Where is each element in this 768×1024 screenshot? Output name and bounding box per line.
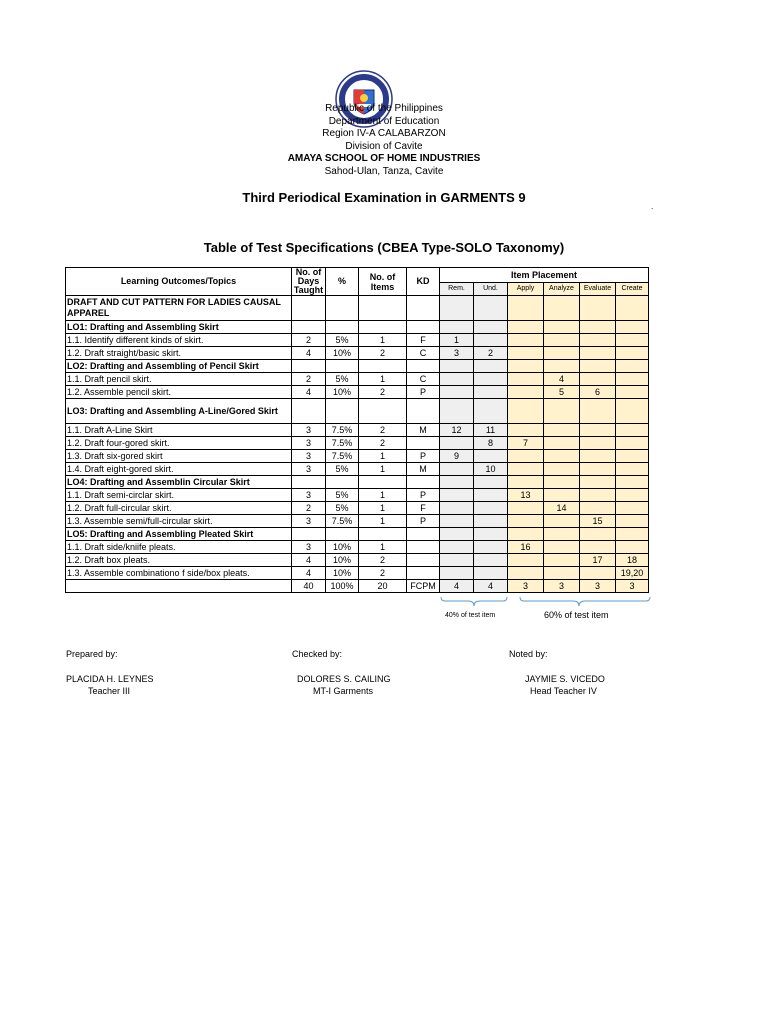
days-cell: 3 [292,450,326,463]
days-cell: 4 [292,567,326,580]
section-row [66,321,649,334]
days-cell: 2 [292,373,326,386]
evaluate-cell [580,424,616,437]
specification-table [65,267,649,593]
create-cell [616,321,649,334]
pct-cell: 7.5% [326,450,359,463]
create-cell [616,489,649,502]
evaluate-cell: 6 [580,386,616,399]
days-cell: 4 [292,386,326,399]
kd-cell: P [407,515,440,528]
table-row [66,450,649,463]
total-evaluate: 3 [580,580,616,593]
create-cell [616,399,649,424]
total-analyze: 3 [544,580,580,593]
days-cell: 3 [292,437,326,450]
apply-cell [508,347,544,360]
section-heading: LO3: Drafting and Assembling A-Line/Gored Skirt [66,399,292,424]
section-heading: LO5: Drafting and Assembling Pleated Skirt [66,528,292,541]
create-cell [616,541,649,554]
evaluate-cell [580,437,616,450]
rem-cell [440,321,474,334]
create-cell [616,476,649,489]
analyze-cell [544,463,580,476]
rem-cell [440,502,474,515]
note-lower-order: 40% of test item [445,612,496,619]
pct-cell: 5% [326,373,359,386]
kd-cell: M [407,463,440,476]
pct-cell: 5% [326,502,359,515]
section-row [66,399,649,424]
pct-cell: 10% [326,386,359,399]
days-cell: 2 [292,334,326,347]
total-items: 20 [359,580,407,593]
topic-cell: 1.1. Identify different kinds of skirt. [66,334,292,347]
evaluate-cell [580,502,616,515]
analyze-cell [544,437,580,450]
kd-cell [407,437,440,450]
section-row [66,296,649,321]
bracket-lines [440,596,655,610]
analyze-cell: 5 [544,386,580,399]
analyze-cell [544,528,580,541]
analyze-cell [544,541,580,554]
items-cell [359,360,407,373]
pct-cell [326,476,359,489]
stray-mark: . [651,202,654,211]
pct-cell: 10% [326,567,359,580]
pct-cell: 7.5% [326,424,359,437]
topic-cell: 1.4. Draft eight-gored skirt. [66,463,292,476]
topic-cell: 1.2. Draft box pleats. [66,554,292,567]
analyze-cell [544,554,580,567]
section-heading: LO4: Drafting and Assemblin Circular Skirt [66,476,292,489]
items-cell [359,321,407,334]
analyze-cell [544,515,580,528]
kd-cell: C [407,347,440,360]
rem-cell [440,296,474,321]
rem-cell [440,437,474,450]
table-row [66,554,649,567]
apply-cell: 7 [508,437,544,450]
col-analyze: Analyze [544,283,580,296]
apply-cell [508,450,544,463]
total-days: 40 [292,580,326,593]
prepared-by-label: Prepared by: [66,649,118,659]
create-cell [616,463,649,476]
rem-cell [440,463,474,476]
days-cell [292,399,326,424]
rem-cell [440,489,474,502]
analyze-cell [544,567,580,580]
evaluate-cell [580,347,616,360]
analyze-cell [544,334,580,347]
days-cell: 3 [292,489,326,502]
apply-cell [508,528,544,541]
noted-by-label: Noted by: [509,649,548,659]
kd-cell [407,541,440,554]
rem-cell [440,360,474,373]
und-cell [474,373,508,386]
pct-cell [326,399,359,424]
und-cell [474,399,508,424]
table-title: Table of Test Specifications (CBEA Type-SOLO Taxonomy) [203,240,565,255]
col-kd: KD [407,268,440,296]
exam-title: Third Periodical Examination in GARMENTS 9 [242,190,526,205]
topic-cell: 1.3. Assemble semi/full-circular skirt. [66,515,292,528]
totals-row [66,580,649,593]
table-row [66,347,649,360]
kd-cell [407,528,440,541]
topic-cell: 1.2. Draft full-circular skirt. [66,502,292,515]
create-cell [616,437,649,450]
apply-cell [508,463,544,476]
analyze-cell [544,399,580,424]
prepared-by-name: PLACIDA H. LEYNES [66,674,154,684]
table-row [66,386,649,399]
topic-cell: 1.3. Assemble combinationo f side/box pleats. [66,567,292,580]
kd-cell: M [407,424,440,437]
analyze-cell [544,347,580,360]
apply-cell [508,296,544,321]
kd-cell: P [407,450,440,463]
und-cell [474,541,508,554]
evaluate-cell [580,399,616,424]
checked-by-title: MT-I Garments [313,686,374,696]
days-cell [292,360,326,373]
apply-cell [508,502,544,515]
und-cell: 11 [474,424,508,437]
items-cell: 1 [359,515,407,528]
pct-cell: 5% [326,334,359,347]
items-cell [359,528,407,541]
evaluate-cell [580,463,616,476]
topic-cell: 1.1. Draft semi-circlar skirt. [66,489,292,502]
noted-by-title: Head Teacher IV [530,686,597,696]
col-placement: Item Placement [440,268,649,283]
kd-cell [407,360,440,373]
topic-cell: 1.1. Draft pencil skirt. [66,373,292,386]
analyze-cell [544,450,580,463]
table-row [66,373,649,386]
rem-cell [440,373,474,386]
items-cell [359,296,407,321]
und-cell [474,450,508,463]
apply-cell: 16 [508,541,544,554]
days-cell: 3 [292,463,326,476]
evaluate-cell [580,476,616,489]
und-cell [474,321,508,334]
und-cell [474,502,508,515]
create-cell [616,347,649,360]
header-division: Division of Cavite [345,141,423,152]
items-cell: 1 [359,463,407,476]
rem-cell [440,476,474,489]
und-cell [474,334,508,347]
items-cell: 2 [359,437,407,450]
note-higher-order: 60% of test item [544,610,609,620]
section-row [66,360,649,373]
col-items: No. of Items [359,268,407,296]
apply-cell [508,386,544,399]
analyze-cell [544,476,580,489]
und-cell [474,386,508,399]
evaluate-cell [580,296,616,321]
rem-cell [440,515,474,528]
analyze-cell: 14 [544,502,580,515]
days-cell [292,321,326,334]
header-republic: Republic of the Philippines [325,103,443,114]
apply-cell [508,567,544,580]
rem-cell [440,554,474,567]
evaluate-cell [580,373,616,386]
evaluate-cell [580,528,616,541]
pct-cell: 10% [326,541,359,554]
und-cell [474,489,508,502]
kd-cell [407,476,440,489]
col-evaluate: Evaluate [580,283,616,296]
items-cell: 1 [359,373,407,386]
header-region: Region IV-A CALABARZON [322,128,446,139]
items-cell: 2 [359,567,407,580]
days-cell: 4 [292,554,326,567]
create-cell [616,450,649,463]
und-cell: 2 [474,347,508,360]
checked-by-label: Checked by: [292,649,343,659]
kd-cell: F [407,502,440,515]
apply-cell: 13 [508,489,544,502]
und-cell [474,360,508,373]
items-cell: 2 [359,386,407,399]
create-cell [616,373,649,386]
analyze-cell [544,296,580,321]
rem-cell: 9 [440,450,474,463]
create-cell [616,334,649,347]
und-cell [474,296,508,321]
topic-cell: 1.1. Draft A-Line Skirt [66,424,292,437]
days-cell: 4 [292,347,326,360]
analyze-cell: 4 [544,373,580,386]
prepared-by-title: Teacher III [88,686,131,696]
create-cell: 19,20 [616,567,649,580]
table-row [66,541,649,554]
section-heading: DRAFT AND CUT PATTERN FOR LADIES CAUSAL APPAREL [66,296,292,321]
apply-cell [508,321,544,334]
items-cell: 1 [359,334,407,347]
total-kd: FCPM [407,580,440,593]
topic-cell: 1.2. Draft four-gored skirt. [66,437,292,450]
rem-cell [440,399,474,424]
rem-cell [440,567,474,580]
und-cell: 8 [474,437,508,450]
apply-cell [508,515,544,528]
create-cell: 18 [616,554,649,567]
topic-cell: 1.2. Assemble pencil skirt. [66,386,292,399]
items-cell: 1 [359,450,407,463]
topic-cell: 1.3. Draft six-gored skirt [66,450,292,463]
kd-cell: C [407,373,440,386]
und-cell [474,554,508,567]
table-row [66,489,649,502]
evaluate-cell: 15 [580,515,616,528]
und-cell [474,528,508,541]
table-row [66,437,649,450]
und-cell [474,476,508,489]
items-cell: 2 [359,424,407,437]
pct-cell: 7.5% [326,515,359,528]
col-create: Create [616,283,649,296]
table-row [66,334,649,347]
table-row [66,567,649,580]
items-cell: 1 [359,541,407,554]
days-cell: 3 [292,424,326,437]
analyze-cell [544,360,580,373]
items-cell: 1 [359,489,407,502]
apply-cell [508,373,544,386]
items-cell [359,399,407,424]
section-heading: LO2: Drafting and Assembling of Pencil Skirt [66,360,292,373]
evaluate-cell [580,450,616,463]
create-cell [616,515,649,528]
kd-cell [407,554,440,567]
col-und: Und. [474,283,508,296]
days-cell [292,476,326,489]
evaluate-cell [580,567,616,580]
header-school: AMAYA SCHOOL OF HOME INDUSTRIES [287,153,481,164]
apply-cell [508,424,544,437]
days-cell: 3 [292,515,326,528]
und-cell [474,567,508,580]
days-cell [292,528,326,541]
kd-cell [407,399,440,424]
col-pct: % [326,268,359,296]
days-cell [292,296,326,321]
table-row [66,424,649,437]
total-apply: 3 [508,580,544,593]
kd-cell: F [407,334,440,347]
pct-cell [326,528,359,541]
create-cell [616,296,649,321]
days-cell: 2 [292,502,326,515]
analyze-cell [544,424,580,437]
evaluate-cell: 17 [580,554,616,567]
apply-cell [508,554,544,567]
kd-cell [407,567,440,580]
kd-cell: P [407,386,440,399]
col-rem: Rem. [440,283,474,296]
rem-cell: 1 [440,334,474,347]
checked-by-name: DOLORES S. CAILING [297,674,391,684]
total-pct: 100% [326,580,359,593]
rem-cell [440,528,474,541]
evaluate-cell [580,360,616,373]
und-cell [474,515,508,528]
kd-cell: P [407,489,440,502]
table-row [66,515,649,528]
rem-cell: 12 [440,424,474,437]
header-address: Sahod-Ulan, Tanza, Cavite [324,166,444,177]
apply-cell [508,476,544,489]
pct-cell: 10% [326,347,359,360]
section-row [66,528,649,541]
evaluate-cell [580,489,616,502]
pct-cell: 10% [326,554,359,567]
apply-cell [508,399,544,424]
pct-cell: 7.5% [326,437,359,450]
evaluate-cell [580,321,616,334]
items-cell: 2 [359,554,407,567]
noted-by-name: JAYMIE S. VICEDO [525,674,605,684]
items-cell [359,476,407,489]
rem-cell [440,386,474,399]
pct-cell [326,321,359,334]
section-row [66,476,649,489]
create-cell [616,502,649,515]
table-row [66,463,649,476]
header-department: Department of Education [328,116,440,127]
items-cell: 2 [359,347,407,360]
topic-cell: 1.2. Draft straight/basic skirt. [66,347,292,360]
pct-cell: 5% [326,489,359,502]
section-heading: LO1: Drafting and Assembling Skirt [66,321,292,334]
table-row [66,502,649,515]
create-cell [616,528,649,541]
days-cell: 3 [292,541,326,554]
pct-cell [326,296,359,321]
analyze-cell [544,321,580,334]
und-cell: 10 [474,463,508,476]
total-create: 3 [616,580,649,593]
create-cell [616,424,649,437]
apply-cell [508,360,544,373]
apply-cell [508,334,544,347]
col-apply: Apply [508,283,544,296]
evaluate-cell [580,541,616,554]
topic-cell: 1.1. Draft side/kniife pleats. [66,541,292,554]
kd-cell [407,296,440,321]
total-und: 4 [474,580,508,593]
analyze-cell [544,489,580,502]
kd-cell [407,321,440,334]
items-cell: 1 [359,502,407,515]
rem-cell: 3 [440,347,474,360]
create-cell [616,360,649,373]
pct-cell [326,360,359,373]
col-topic: Learning Outcomes/Topics [66,268,292,296]
pct-cell: 5% [326,463,359,476]
create-cell [616,386,649,399]
totals-blank [66,580,292,593]
total-rem: 4 [440,580,474,593]
rem-cell [440,541,474,554]
col-days: No. of Days Taught [292,268,326,296]
evaluate-cell [580,334,616,347]
